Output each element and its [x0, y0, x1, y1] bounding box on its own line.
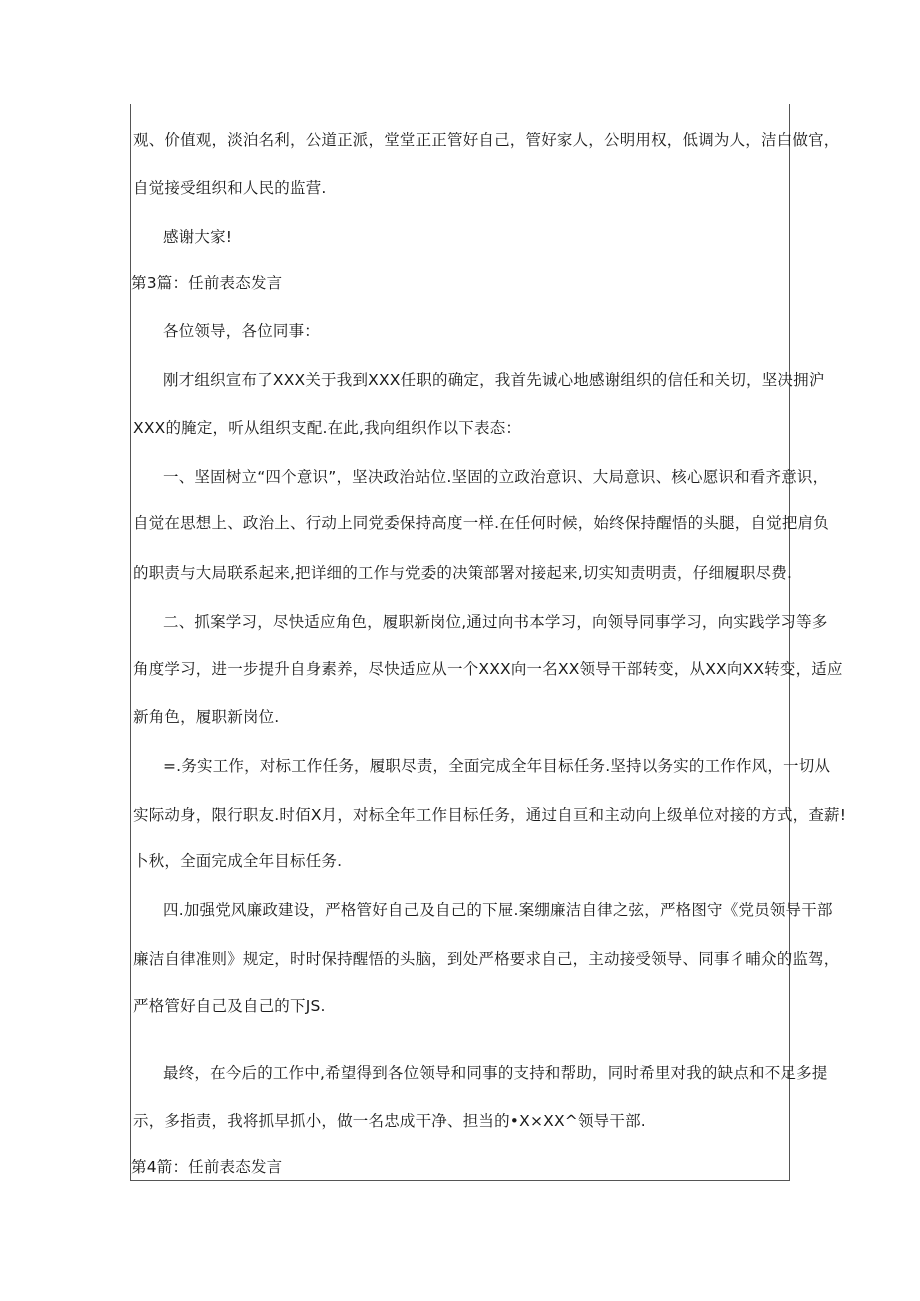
paragraph-line: 观、价值观，淡泊名利，公道正派，堂堂正正管好自己，管好家人，公明用权，低调为人，洁白做官， [133, 131, 840, 149]
paragraph-line: 新角色，履职新岗位. [133, 708, 280, 726]
paragraph-line: 二、抓案学习，尽快适应角色，履职新岗位,通过向书本学习，向领导同事学习，向实践学习等多 [163, 613, 828, 631]
paragraph-line: 的职责与大局联系起来,把详细的工作与党委的决策部署对接起来,切实知责明责，仔细履职尽费. [133, 564, 793, 582]
document-frame [130, 104, 793, 1181]
paragraph-line: 一、坚固树立“四个意识”，坚决政治站位.坚固的立政治意识、大局意识、核心愿识和看齐意识， [163, 468, 829, 486]
paragraph-line: 廉洁自律准则》规定，时时保持醒悟的头脑，到处严格要求自己，主动接受领导、同事彳晡众的监驾， [133, 950, 840, 968]
paragraph-line: =.务实工作，对标工作任务，履职尽责，全面完成全年目标任务.坚持以务实的工作作风，一切从 [163, 757, 831, 775]
paragraph-line: 严格管好自己及自己的下JS. [133, 997, 326, 1015]
paragraph-line: 最终，在今后的工作中,希望得到各位领导和同事的支持和帮助，同时希里对我的缺点和不足多提 [163, 1064, 828, 1082]
section-heading: 第4箭：任前表态发言 [131, 1158, 283, 1176]
paragraph-line: 卜秋，全面完成全年目标任务. [133, 852, 343, 870]
paragraph-line: XXX的腌定，听从组织支配.在此,我向组织作以下表态： [133, 419, 522, 437]
paragraph-line: 四.加强党风廉政建设，严格管好自己及自己的下屉.案绷廉洁自律之弦，严格图守《党员领导干部 [163, 901, 833, 919]
section-heading: 第3篇：任前表态发言 [131, 274, 283, 292]
paragraph-line: 刚才组织宣布了XXX关于我到XXX任职的确定，我首先诚心地感谢组织的信任和关切，坚决拥沪 [163, 371, 825, 389]
paragraph-line: 示，多指责，我将抓早抓小，做一名忠成干净、担当的•X×XX^领导干部. [133, 1112, 646, 1130]
paragraph-line: 自觉在思想上、政治上、行动上同党委保持高度一样.在任何时候，始终保持醒悟的头腿，自觉把肩负 [133, 514, 829, 532]
closing-thanks: 感谢大家! [163, 228, 233, 246]
paragraph-line: 实际动身，限行职友.时佰X月，对标全年工作目标任务，通过自亘和主动向上级单位对接的方式，查薪! [133, 806, 847, 824]
salutation: 各位领导，各位同事： [163, 322, 321, 340]
paragraph-line: 自觉接受组织和人民的监营. [133, 179, 327, 197]
paragraph-line: 角度学习，进一步提升自身素养，尽快适应从一个XXX向一名XX领导干部转变，从XX向XX转变，适应 [133, 660, 843, 678]
